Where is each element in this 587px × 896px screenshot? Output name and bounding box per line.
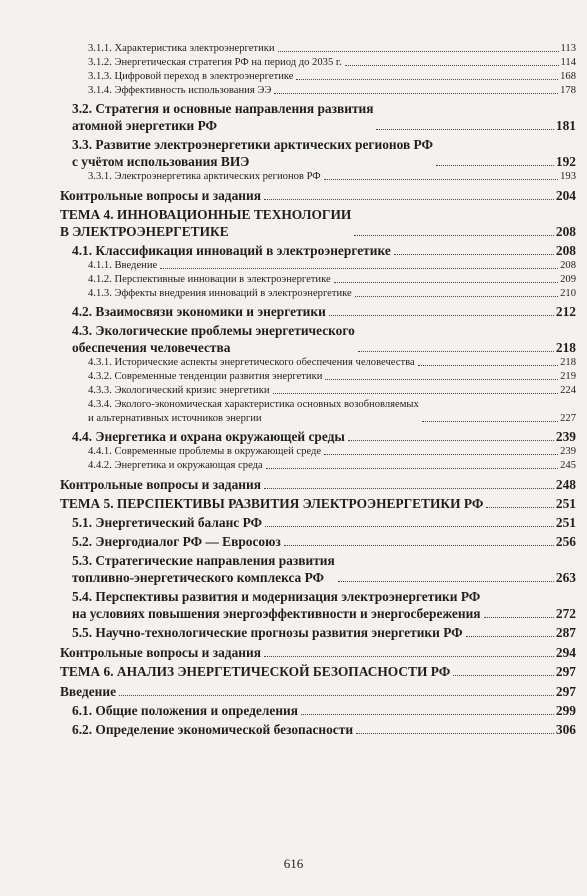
toc-entry [60,624,576,641]
dot-leader [466,636,554,637]
toc-entry-page: 239 [555,429,576,444]
dot-leader [284,545,554,546]
toc-entry-page: 113 [560,43,576,54]
dot-leader [278,51,559,52]
toc-entry-page: 227 [560,413,576,424]
toc-entry [60,322,576,356]
toc-entry-title: 3.1.2. Энергетическая стратегия РФ на период до 2035 г. [88,57,342,68]
dot-leader [273,393,559,394]
dot-leader [436,165,554,166]
dot-leader [453,675,554,676]
dot-leader [119,695,554,696]
toc-entry-title: Контрольные вопросы и задания [60,645,261,660]
toc-entry-page: 212 [555,304,576,319]
dot-leader [418,365,558,366]
toc-entry-title: 3.2. Стратегия и основные направления развития атомной энергетики РФ [72,101,374,133]
toc-entry-page: 263 [555,570,576,585]
toc-entry-title: 6.2. Определение экономической безопасности [72,722,354,737]
toc-entry [60,459,576,473]
toc-entry-title: 4.3.3. Экологический кризис энергетики [88,385,270,396]
toc-entry [60,476,576,493]
dot-leader [334,282,558,283]
toc-entry-page: 299 [555,703,576,718]
toc-entry-page: 224 [560,385,576,396]
toc-entry [60,273,576,287]
dot-leader [356,733,554,734]
page-number: 616 [283,856,304,871]
toc-entry [60,588,576,622]
toc-entry [60,683,576,700]
toc-entry-page: 192 [555,154,576,169]
toc-entry [60,259,576,273]
toc-entry-page: 204 [555,188,576,203]
toc-entry-title: 3.1.1. Характеристика электроэнергетики [88,43,275,54]
toc-entry-title: 3.1.3. Цифровой переход в электроэнергетике [88,71,294,82]
toc-entry-page: 297 [555,664,576,679]
toc-entry [60,384,576,398]
toc-entry [60,170,576,184]
toc-entry [60,445,576,459]
dot-leader [265,526,554,527]
dot-leader [266,468,558,469]
dot-leader [486,507,554,508]
table-of-contents [60,42,576,738]
toc-entry-page: 245 [560,460,576,471]
toc-entry [60,287,576,301]
toc-entry-title: ТЕМА 6. АНАЛИЗ ЭНЕРГЕТИЧЕСКОЙ БЕЗОПАСНОСТИ РФ [60,664,451,679]
toc-entry-title: 5.4. Перспективы развития и модернизация электроэнергетики РФ на условиях повышения энергоэффективности и энергосбережения [72,589,481,621]
toc-entry-title: 5.3. Стратегические направления развития топливно-энергетического комплекса РФ [72,553,335,585]
toc-entry-title: 5.2. Энергодиалог РФ — Евросоюз [72,534,281,549]
toc-entry [60,495,576,512]
dot-leader [325,379,558,380]
toc-entry-title: 5.5. Научно-технологические прогнозы развития энергетики РФ [72,625,463,640]
toc-entry [60,206,576,240]
toc-entry-title: 4.4.2. Энергетика и окружающая среда [88,460,263,471]
toc-entry-title: 4.1.2. Перспективные инновации в электроэнергетике [88,274,331,285]
toc-entry [60,56,576,70]
toc-entry [60,398,576,426]
toc-entry-title: 3.3.1. Электроэнергетика арктических регионов РФ [88,171,321,182]
toc-entry-title: 4.3.2. Современные тенденции развития энергетики [88,371,323,382]
toc-entry [60,514,576,531]
dot-leader [324,454,558,455]
toc-entry-title: 4.3.4. Эколого-экономическая характеристика основных возобновляемых и альтернативных источников энергии [88,399,419,424]
toc-entry [60,552,576,586]
toc-entry-page: 209 [560,274,576,285]
toc-entry-page: 218 [555,340,576,355]
toc-entry-page: 193 [560,171,576,182]
toc-entry-title: 6.1. Общие положения и определения [72,703,298,718]
dot-leader [422,421,558,422]
toc-entry-title: 4.4.1. Современные проблемы в окружающей среде [88,446,322,457]
dot-leader [301,714,554,715]
toc-entry-title: 4.3. Экологические проблемы энергетического обеспечения человечества [72,323,355,355]
toc-entry-title: 4.4. Энергетика и охрана окружающей среды [72,429,345,444]
dot-leader [329,315,554,316]
toc-entry-page: 256 [555,534,576,549]
dot-leader [338,581,554,582]
dot-leader [376,129,553,130]
toc-entry-page: 297 [555,684,576,699]
toc-entry-title: 4.3.1. Исторические аспекты энергетического обеспечения человечества [88,357,415,368]
toc-entry-page: 210 [560,288,576,299]
toc-entry [60,370,576,384]
dot-leader [358,351,554,352]
dot-leader [348,440,554,441]
dot-leader [355,296,558,297]
toc-entry [60,702,576,719]
toc-entry-title: 4.1. Классификация инноваций в электроэнергетике [72,243,391,258]
toc-entry [60,533,576,550]
toc-entry-page: 306 [555,722,576,737]
toc-entry [60,84,576,98]
toc-entry-page: 294 [555,645,576,660]
toc-entry-title: 4.2. Взаимосвязи экономики и энергетики [72,304,326,319]
toc-entry-title: Контрольные вопросы и задания [60,188,261,203]
dot-leader [354,235,554,236]
toc-entry [60,663,576,680]
dot-leader [264,199,554,200]
toc-entry-page: 178 [560,85,576,96]
toc-entry [60,70,576,84]
toc-entry [60,187,576,204]
toc-entry-title: 5.1. Энергетический баланс РФ [72,515,263,530]
toc-entry-page: 272 [555,606,576,621]
toc-entry-page: 181 [555,118,576,133]
toc-entry-title: 3.3. Развитие электроэнергетики арктических регионов РФ с учётом использования ВИЭ [72,137,434,169]
dot-leader [324,179,558,180]
toc-entry-title: 3.1.4. Эффективность использования ЭЭ [88,85,272,96]
dot-leader [264,488,554,489]
dot-leader [160,268,558,269]
toc-entry-page: 218 [560,357,576,368]
toc-entry [60,100,576,134]
dot-leader [394,254,554,255]
toc-entry [60,644,576,661]
toc-entry-page: 287 [555,625,576,640]
toc-entry-page: 248 [555,477,576,492]
toc-entry-page: 219 [560,371,576,382]
dot-leader [345,65,559,66]
dot-leader [264,656,554,657]
toc-entry-page: 251 [555,515,576,530]
toc-entry-title: Контрольные вопросы и задания [60,477,261,492]
toc-entry-page: 208 [560,260,576,271]
toc-entry [60,303,576,320]
toc-entry-title: 4.1.1. Введение [88,260,158,271]
toc-entry-title: 4.1.3. Эффекты внедрения инноваций в электроэнергетике [88,288,352,299]
toc-entry-page: 114 [560,57,576,68]
toc-entry-page: 239 [560,446,576,457]
toc-entry-page: 168 [560,71,576,82]
toc-entry [60,242,576,259]
toc-entry-title: ТЕМА 5. ПЕРСПЕКТИВЫ РАЗВИТИЯ ЭЛЕКТРОЭНЕРГЕТИКИ РФ [60,496,484,511]
toc-entry-title: ТЕМА 4. ИННОВАЦИОННЫЕ ТЕХНОЛОГИИ В ЭЛЕКТРОЭНЕРГЕТИКЕ [60,207,352,239]
toc-entry-page: 251 [555,496,576,511]
dot-leader [274,93,558,94]
toc-entry [60,42,576,56]
dot-leader [296,79,558,80]
toc-entry-page: 208 [555,243,576,258]
toc-entry [60,356,576,370]
dot-leader [484,617,554,618]
toc-entry-page: 208 [555,224,576,239]
toc-entry-title: Введение [60,684,117,699]
toc-entry [60,428,576,445]
toc-entry [60,136,576,170]
toc-entry [60,721,576,738]
